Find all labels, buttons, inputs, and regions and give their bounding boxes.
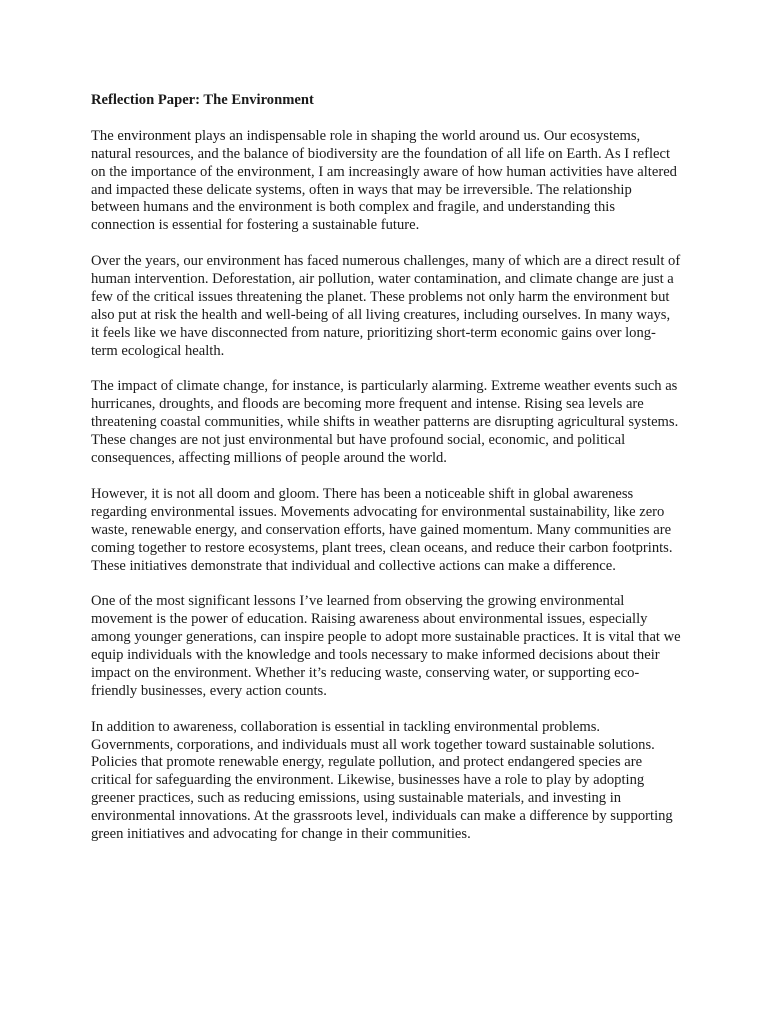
paragraph-6: In addition to awareness, collaboration is essential in tackling environmental problems. Governments, corporations, and individuals must all work together toward sustainable solutions. Policies that promote renewable energy, regulate pollution, and protect endangered species are critical for safeguarding the environment. Likewise, businesses have a role to play by adopting greener practices, such as reducing emissions, using sustainable materials, and investing in environmental innovations. At the grassroots level, individuals can make a difference by supporting green initiatives and advocating for change in their communities. [91,718,673,843]
document-body [91,92,681,862]
document-title: Reflection Paper: The Environment [91,92,314,108]
paragraph-4: However, it is not all doom and gloom. There has been a noticeable shift in global awareness regarding environmental issues. Movements advocating for environmental sustainability, like zero waste, renewable energy, and conservation efforts, have gained momentum. Many communities are coming together to restore ecosystems, plant trees, clean oceans, and reduce their carbon footprints. These initiatives demonstrate that individual and collective actions can make a difference. [91,485,673,574]
paragraph-1: The environment plays an indispensable role in shaping the world around us. Our ecosystems, natural resources, and the balance of biodiversity are the foundation of all life on Earth. As I reflect on the importance of the environment, I am increasingly aware of how human activities have altered and impacted these delicate systems, often in ways that may be irreversible. The relationship between humans and the environment is both complex and fragile, and understanding this connection is essential for fostering a sustainable future. [91,127,677,234]
paragraph-5: One of the most significant lessons I’ve learned from observing the growing environmental movement is the power of education. Raising awareness about environmental issues, especially among younger generations, can inspire people to adopt more sustainable practices. It is vital that we equip individuals with the knowledge and tools necessary to make informed decisions about their impact on the environment. Whether it’s reducing waste, conserving water, or supporting eco-friendly businesses, every action counts. [91,593,681,699]
paragraph-3: The impact of climate change, for instance, is particularly alarming. Extreme weather events such as hurricanes, droughts, and floods are becoming more frequent and intense. Rising sea levels are threatening coastal communities, while shifts in weather patterns are disrupting agricultural systems. These changes are not just environmental but have profound social, economic, and political consequences, affecting millions of people around the world. [91,378,679,467]
paragraph-2: Over the years, our environment has faced numerous challenges, many of which are a direct result of human intervention. Deforestation, air pollution, water contamination, and climate change are just a few of the critical issues threatening the planet. These problems not only harm the environment but also put at risk the health and well-being of all living creatures, including ourselves. In many ways, it feels like we have disconnected from nature, prioritizing short-term economic gains over long-term ecological health. [91,253,681,359]
